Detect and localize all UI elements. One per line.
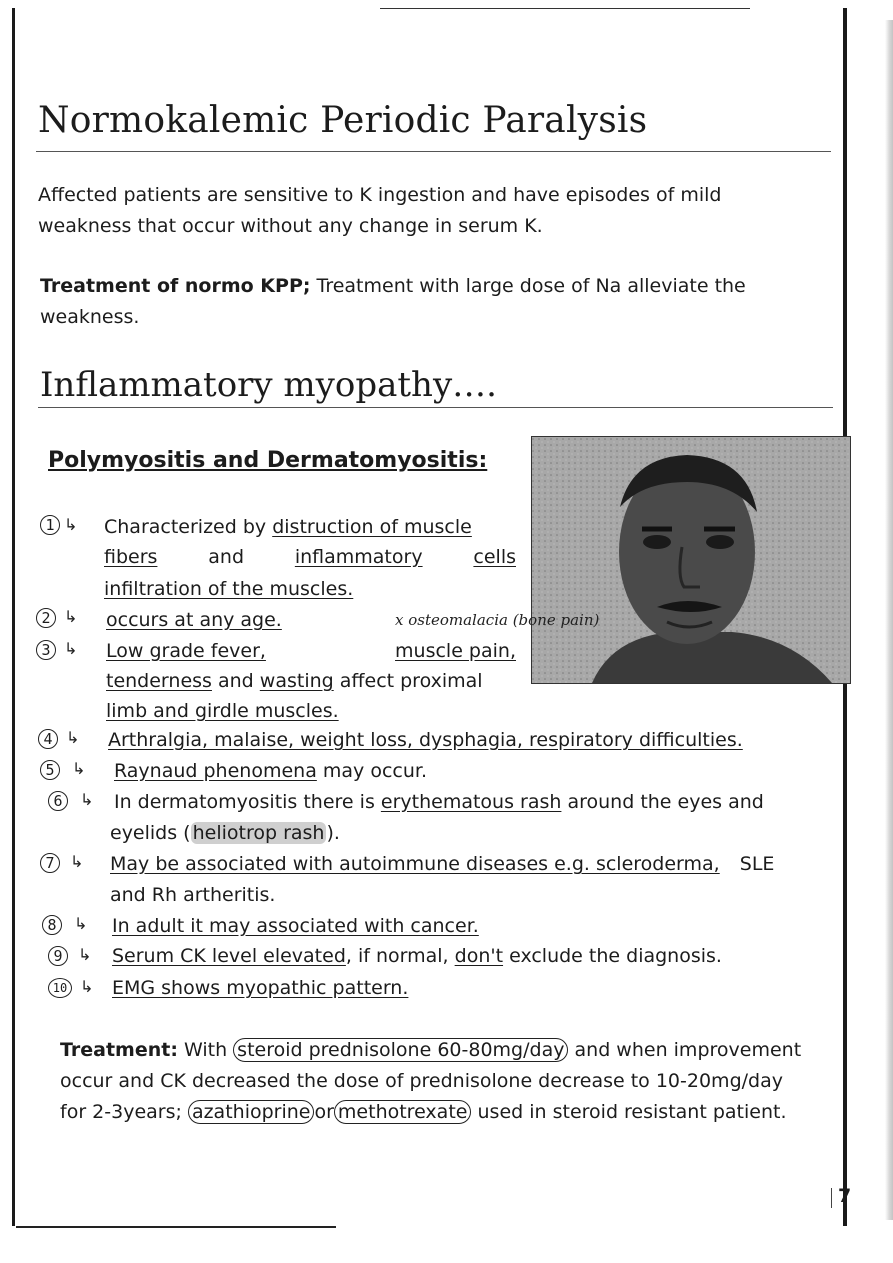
treatment-line-2: occur and CK decreased the dose of prednisolone decrease to 10-20mg/day [60,1070,783,1092]
intro-line-2: weakness that occur without any change in serum K. [38,215,543,237]
list-item-8: In adult it may associated with cancer. [112,915,479,937]
item-6-heliotrop: heliotrop rash [192,822,325,844]
list-item-10: EMG shows myopathic pattern. [112,977,409,999]
item-9-number: 9 [48,946,68,966]
normo-treatment-text-2: weakness. [40,306,140,328]
intro-line-1: Affected patients are sensitive to K ingestion and have episodes of mild [38,184,722,206]
normo-treatment-paragraph [40,271,746,333]
item-1-number: 1 [40,515,60,535]
arrow-icon: ↳ [64,515,78,534]
item-7-number: 7 [40,853,60,873]
treatment-or: or [314,1101,334,1123]
item-7-a: May be associated with autoimmune diseases e.g. scleroderma, [110,853,720,875]
arrow-icon: ↳ [74,914,88,933]
item-9-serum: Serum CK level elevated [112,945,346,967]
treatment-drug-methotrexate: methotrexate [334,1100,472,1124]
treatment-drug-prednisolone: steroid prednisolone 60-80mg/day [233,1038,568,1062]
item-5-raynaud: Raynaud phenomena [114,760,317,782]
scan-edge [885,20,893,1220]
item-5-number: 5 [40,760,60,780]
item-3-line2 [106,666,483,696]
treatment-drug-azathioprine: azathioprine [188,1100,315,1124]
item-7-line2: and Rh artheritis. [110,884,276,906]
item-1-fibers: fibers [104,546,158,568]
item-7-sle: SLE [739,853,775,875]
item-3-tenderness: tenderness [106,670,212,692]
item-1-cells: cells [473,546,516,568]
treatment-after: and when improvement [574,1039,802,1061]
list-item-1 [104,512,472,542]
item-3-muscle-pain: muscle pain, [395,640,516,662]
list-item-5 [114,756,427,786]
item-9-dont: don't [454,945,504,967]
list-item-6 [114,787,764,817]
item-3-and: and [218,670,254,692]
item-6-rash: erythematous rash [380,791,562,813]
item-10-number: 10 [48,978,72,998]
item-3-fever: Low grade fever, [106,640,266,662]
item-6-eyelids: eyelids ( [110,822,191,844]
treatment-line-3a: for 2-3years; [60,1101,182,1123]
title-divider [36,151,831,152]
item-3-wasting: wasting [259,670,334,692]
handwritten-note: x osteomalacia (bone pain) [395,611,600,629]
page-title: Normokalemic Periodic Paralysis [38,100,648,141]
item-1-inflammatory: inflammatory [294,546,423,568]
arrow-icon: ↳ [80,790,94,809]
page-number: 7 [838,1185,852,1207]
list-item-3 [106,636,516,666]
treatment-with: With [183,1039,228,1061]
treatment-line-3b: used in steroid resistant patient. [477,1101,787,1123]
item-1-line2 [104,542,516,572]
item-1-line3: infiltration of the muscles. [104,578,354,600]
top-rule [380,8,750,9]
arrow-icon: ↳ [70,852,84,871]
item-3-line3: limb and girdle muscles. [106,700,339,722]
arrow-icon: ↳ [64,639,78,658]
treatment-paragraph [60,1035,850,1128]
item-2-number: 2 [36,608,56,628]
normo-treatment-label: Treatment of normo KPP; [40,275,311,297]
arrow-icon: ↳ [66,728,80,747]
section-divider [38,407,833,408]
treatment-label: Treatment: [60,1039,178,1061]
item-6-line2 [110,818,340,848]
item-8-number: 8 [42,915,62,935]
list-item-2: occurs at any age. [106,609,282,631]
bottom-rule [16,1226,336,1228]
item-5-tail: may occur. [322,760,427,782]
item-1-line1-underlined: distruction of muscle [272,516,472,538]
item-9-d: exclude the diagnosis. [509,945,722,967]
list-item-7 [110,849,774,879]
arrow-icon: ↳ [80,977,94,996]
item-1-and: and [208,546,245,568]
item-9-b: , if normal, [345,945,449,967]
item-1-line1: Characterized by [104,516,267,538]
intro-paragraph [38,180,721,242]
list-item-9 [112,941,722,971]
arrow-icon: ↳ [64,607,78,626]
item-3-number: 3 [36,640,56,660]
item-6-c: around the eyes and [567,791,764,813]
list-item-4: Arthralgia, malaise, weight loss, dysphagia, respiratory difficulties. [108,729,743,751]
arrow-icon: ↳ [78,945,92,964]
subtitle: Polymyositis and Dermatomyositis: [48,448,488,473]
item-6-close: ). [326,822,340,844]
arrow-icon: ↳ [72,759,86,778]
section-title: Inflammatory myopathy…. [40,365,497,405]
item-6-number: 6 [48,791,68,811]
item-6-a: In dermatomyositis there is [114,791,375,813]
normo-treatment-text: Treatment with large dose of Na alleviate the [316,275,746,297]
item-4-number: 4 [38,729,58,749]
patient-photo [531,436,851,684]
item-3-affect: affect proximal [339,670,483,692]
